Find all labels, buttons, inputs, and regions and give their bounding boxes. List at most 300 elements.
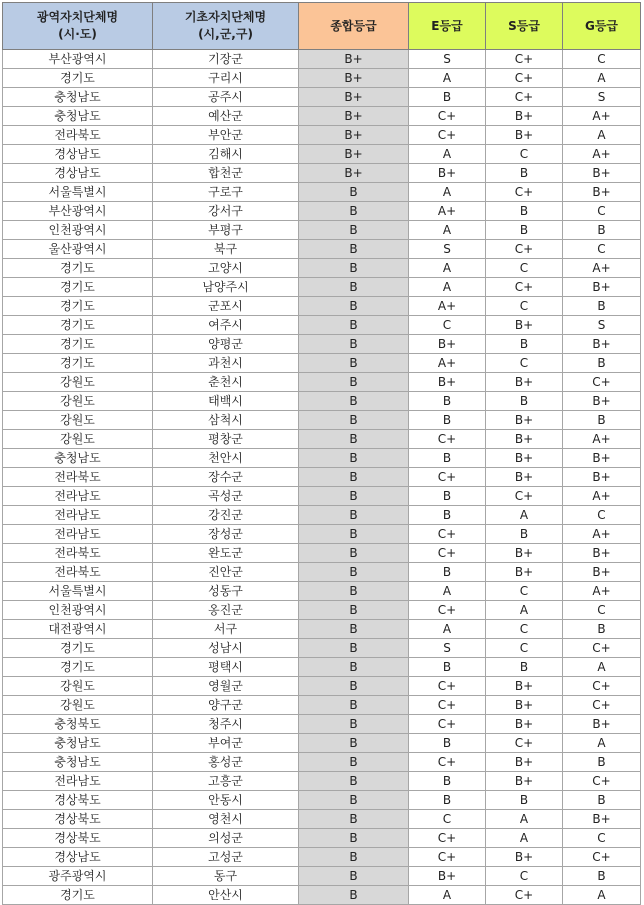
g-grade-cell: C+ xyxy=(563,373,641,392)
overall-grade-cell: B xyxy=(299,677,409,696)
g-grade-cell: C+ xyxy=(563,772,641,791)
municipality-cell: 의성군 xyxy=(153,829,299,848)
municipality-cell: 예산군 xyxy=(153,107,299,126)
overall-grade-cell: B xyxy=(299,221,409,240)
e-grade-cell: A xyxy=(409,221,486,240)
overall-grade-cell: B+ xyxy=(299,69,409,88)
overall-grade-cell: B xyxy=(299,886,409,905)
s-grade-cell: B xyxy=(486,658,563,677)
overall-grade-cell: B xyxy=(299,848,409,867)
province-cell: 강원도 xyxy=(3,430,153,449)
overall-grade-cell: B xyxy=(299,487,409,506)
table-row xyxy=(3,373,641,392)
s-grade-cell: C xyxy=(486,259,563,278)
municipality-cell: 부안군 xyxy=(153,126,299,145)
g-grade-cell: B xyxy=(563,411,641,430)
municipality-cell: 북구 xyxy=(153,240,299,259)
e-grade-cell: B xyxy=(409,791,486,810)
province-cell: 전라남도 xyxy=(3,525,153,544)
header-municipality: 기초자치단체명 (시,군,구) xyxy=(153,3,299,50)
g-grade-cell: B xyxy=(563,867,641,886)
table-row xyxy=(3,278,641,297)
province-cell: 부산광역시 xyxy=(3,202,153,221)
g-grade-cell: B xyxy=(563,297,641,316)
s-grade-cell: C+ xyxy=(486,88,563,107)
g-grade-cell: B+ xyxy=(563,335,641,354)
s-grade-cell: B+ xyxy=(486,126,563,145)
municipality-cell: 동구 xyxy=(153,867,299,886)
overall-grade-cell: B xyxy=(299,506,409,525)
overall-grade-cell: B xyxy=(299,202,409,221)
province-cell: 충청남도 xyxy=(3,449,153,468)
s-grade-cell: B+ xyxy=(486,430,563,449)
overall-grade-cell: B xyxy=(299,468,409,487)
s-grade-cell: A xyxy=(486,601,563,620)
province-cell: 경기도 xyxy=(3,639,153,658)
g-grade-cell: S xyxy=(563,316,641,335)
e-grade-cell: C+ xyxy=(409,544,486,563)
overall-grade-cell: B xyxy=(299,259,409,278)
e-grade-cell: C+ xyxy=(409,126,486,145)
table-row xyxy=(3,582,641,601)
header-s-grade: S등급 xyxy=(486,3,563,50)
province-cell: 경상남도 xyxy=(3,848,153,867)
municipality-cell: 삼척시 xyxy=(153,411,299,430)
overall-grade-cell: B xyxy=(299,525,409,544)
municipality-cell: 김해시 xyxy=(153,145,299,164)
g-grade-cell: C xyxy=(563,601,641,620)
e-grade-cell: C+ xyxy=(409,601,486,620)
municipality-cell: 안동시 xyxy=(153,791,299,810)
table-row xyxy=(3,449,641,468)
g-grade-cell: B+ xyxy=(563,810,641,829)
municipality-cell: 과천시 xyxy=(153,354,299,373)
table-row xyxy=(3,50,641,69)
s-grade-cell: A xyxy=(486,810,563,829)
table-row xyxy=(3,240,641,259)
municipality-cell: 기장군 xyxy=(153,50,299,69)
overall-grade-cell: B xyxy=(299,449,409,468)
province-cell: 경기도 xyxy=(3,658,153,677)
municipality-cell: 홍성군 xyxy=(153,753,299,772)
municipality-cell: 옹진군 xyxy=(153,601,299,620)
grade-table xyxy=(2,2,641,905)
g-grade-cell: B+ xyxy=(563,183,641,202)
table-row xyxy=(3,696,641,715)
municipality-cell: 고양시 xyxy=(153,259,299,278)
g-grade-cell: C+ xyxy=(563,848,641,867)
overall-grade-cell: B+ xyxy=(299,88,409,107)
s-grade-cell: B+ xyxy=(486,107,563,126)
g-grade-cell: A xyxy=(563,734,641,753)
province-cell: 강원도 xyxy=(3,392,153,411)
overall-grade-cell: B xyxy=(299,658,409,677)
municipality-cell: 구로구 xyxy=(153,183,299,202)
overall-grade-cell: B xyxy=(299,563,409,582)
overall-grade-cell: B xyxy=(299,639,409,658)
s-grade-cell: C+ xyxy=(486,69,563,88)
municipality-cell: 영천시 xyxy=(153,810,299,829)
e-grade-cell: B+ xyxy=(409,164,486,183)
province-cell: 경기도 xyxy=(3,316,153,335)
s-grade-cell: B+ xyxy=(486,468,563,487)
municipality-cell: 군포시 xyxy=(153,297,299,316)
s-grade-cell: C xyxy=(486,354,563,373)
s-grade-cell: B+ xyxy=(486,316,563,335)
s-grade-cell: B xyxy=(486,392,563,411)
table-row xyxy=(3,297,641,316)
municipality-cell: 남양주시 xyxy=(153,278,299,297)
overall-grade-cell: B xyxy=(299,373,409,392)
header-g-grade: G등급 xyxy=(563,3,641,50)
municipality-cell: 여주시 xyxy=(153,316,299,335)
e-grade-cell: B+ xyxy=(409,867,486,886)
e-grade-cell: B xyxy=(409,506,486,525)
municipality-cell: 구리시 xyxy=(153,69,299,88)
overall-grade-cell: B xyxy=(299,183,409,202)
table-row xyxy=(3,658,641,677)
g-grade-cell: B+ xyxy=(563,164,641,183)
e-grade-cell: C+ xyxy=(409,677,486,696)
e-grade-cell: A xyxy=(409,145,486,164)
table-row xyxy=(3,392,641,411)
table-row xyxy=(3,506,641,525)
municipality-cell: 완도군 xyxy=(153,544,299,563)
municipality-cell: 강서구 xyxy=(153,202,299,221)
e-grade-cell: B xyxy=(409,563,486,582)
municipality-cell: 부평구 xyxy=(153,221,299,240)
table-row xyxy=(3,69,641,88)
province-cell: 충청남도 xyxy=(3,88,153,107)
e-grade-cell: C+ xyxy=(409,696,486,715)
s-grade-cell: C xyxy=(486,620,563,639)
province-cell: 전라북도 xyxy=(3,544,153,563)
e-grade-cell: C+ xyxy=(409,829,486,848)
province-cell: 강원도 xyxy=(3,411,153,430)
e-grade-cell: B xyxy=(409,734,486,753)
g-grade-cell: S xyxy=(563,88,641,107)
s-grade-cell: C xyxy=(486,297,563,316)
municipality-cell: 공주시 xyxy=(153,88,299,107)
municipality-cell: 곡성군 xyxy=(153,487,299,506)
s-grade-cell: B+ xyxy=(486,696,563,715)
e-grade-cell: B xyxy=(409,392,486,411)
grade-table-container xyxy=(2,2,641,905)
province-cell: 경기도 xyxy=(3,259,153,278)
e-grade-cell: C+ xyxy=(409,753,486,772)
province-cell: 경상북도 xyxy=(3,810,153,829)
e-grade-cell: C+ xyxy=(409,468,486,487)
s-grade-cell: B+ xyxy=(486,753,563,772)
header-e-grade: E등급 xyxy=(409,3,486,50)
municipality-cell: 영월군 xyxy=(153,677,299,696)
table-row xyxy=(3,468,641,487)
table-row xyxy=(3,829,641,848)
e-grade-cell: A xyxy=(409,183,486,202)
e-grade-cell: S xyxy=(409,50,486,69)
province-cell: 광주광역시 xyxy=(3,867,153,886)
e-grade-cell: C xyxy=(409,316,486,335)
e-grade-cell: B xyxy=(409,487,486,506)
s-grade-cell: B+ xyxy=(486,848,563,867)
s-grade-cell: B+ xyxy=(486,715,563,734)
overall-grade-cell: B+ xyxy=(299,107,409,126)
g-grade-cell: B xyxy=(563,791,641,810)
table-row xyxy=(3,259,641,278)
e-grade-cell: A xyxy=(409,886,486,905)
municipality-cell: 평택시 xyxy=(153,658,299,677)
province-cell: 강원도 xyxy=(3,677,153,696)
g-grade-cell: A xyxy=(563,69,641,88)
province-cell: 전라북도 xyxy=(3,126,153,145)
g-grade-cell: A+ xyxy=(563,107,641,126)
g-grade-cell: B+ xyxy=(563,449,641,468)
overall-grade-cell: B+ xyxy=(299,145,409,164)
g-grade-cell: C+ xyxy=(563,677,641,696)
s-grade-cell: C+ xyxy=(486,240,563,259)
province-cell: 전라북도 xyxy=(3,468,153,487)
overall-grade-cell: B xyxy=(299,829,409,848)
s-grade-cell: B xyxy=(486,791,563,810)
table-row xyxy=(3,886,641,905)
province-cell: 서울특별시 xyxy=(3,582,153,601)
overall-grade-cell: B xyxy=(299,544,409,563)
table-row xyxy=(3,620,641,639)
g-grade-cell: A+ xyxy=(563,259,641,278)
table-row xyxy=(3,867,641,886)
g-grade-cell: A xyxy=(563,886,641,905)
province-cell: 강원도 xyxy=(3,696,153,715)
e-grade-cell: A xyxy=(409,69,486,88)
overall-grade-cell: B xyxy=(299,696,409,715)
municipality-cell: 양평군 xyxy=(153,335,299,354)
g-grade-cell: B+ xyxy=(563,468,641,487)
overall-grade-cell: B xyxy=(299,392,409,411)
table-row xyxy=(3,753,641,772)
s-grade-cell: B xyxy=(486,221,563,240)
table-row xyxy=(3,316,641,335)
table-row xyxy=(3,734,641,753)
e-grade-cell: B xyxy=(409,411,486,430)
province-cell: 전라북도 xyxy=(3,563,153,582)
overall-grade-cell: B xyxy=(299,335,409,354)
municipality-cell: 천안시 xyxy=(153,449,299,468)
e-grade-cell: A xyxy=(409,259,486,278)
g-grade-cell: C xyxy=(563,50,641,69)
s-grade-cell: C+ xyxy=(486,183,563,202)
overall-grade-cell: B xyxy=(299,620,409,639)
table-row xyxy=(3,145,641,164)
e-grade-cell: B+ xyxy=(409,335,486,354)
s-grade-cell: A xyxy=(486,829,563,848)
e-grade-cell: C xyxy=(409,810,486,829)
table-row xyxy=(3,126,641,145)
e-grade-cell: A xyxy=(409,582,486,601)
e-grade-cell: S xyxy=(409,639,486,658)
overall-grade-cell: B xyxy=(299,316,409,335)
e-grade-cell: A xyxy=(409,278,486,297)
table-row xyxy=(3,810,641,829)
table-row xyxy=(3,202,641,221)
municipality-cell: 진안군 xyxy=(153,563,299,582)
province-cell: 경기도 xyxy=(3,335,153,354)
g-grade-cell: B+ xyxy=(563,715,641,734)
table-row xyxy=(3,335,641,354)
table-row xyxy=(3,430,641,449)
s-grade-cell: C xyxy=(486,145,563,164)
g-grade-cell: B xyxy=(563,620,641,639)
municipality-cell: 장수군 xyxy=(153,468,299,487)
s-grade-cell: B+ xyxy=(486,544,563,563)
s-grade-cell: B+ xyxy=(486,449,563,468)
table-row xyxy=(3,183,641,202)
table-row xyxy=(3,164,641,183)
e-grade-cell: S xyxy=(409,240,486,259)
province-cell: 대전광역시 xyxy=(3,620,153,639)
s-grade-cell: B xyxy=(486,525,563,544)
province-cell: 인천광역시 xyxy=(3,601,153,620)
municipality-cell: 합천군 xyxy=(153,164,299,183)
table-row xyxy=(3,848,641,867)
g-grade-cell: A+ xyxy=(563,430,641,449)
province-cell: 충청남도 xyxy=(3,753,153,772)
g-grade-cell: A+ xyxy=(563,525,641,544)
province-cell: 인천광역시 xyxy=(3,221,153,240)
e-grade-cell: C+ xyxy=(409,107,486,126)
table-row xyxy=(3,88,641,107)
g-grade-cell: C xyxy=(563,829,641,848)
overall-grade-cell: B xyxy=(299,772,409,791)
table-row xyxy=(3,677,641,696)
s-grade-cell: C xyxy=(486,582,563,601)
e-grade-cell: B xyxy=(409,658,486,677)
g-grade-cell: A xyxy=(563,126,641,145)
table-row xyxy=(3,525,641,544)
table-row xyxy=(3,487,641,506)
municipality-cell: 부여군 xyxy=(153,734,299,753)
g-grade-cell: B xyxy=(563,753,641,772)
province-cell: 경기도 xyxy=(3,69,153,88)
g-grade-cell: A+ xyxy=(563,487,641,506)
g-grade-cell: A+ xyxy=(563,582,641,601)
e-grade-cell: C+ xyxy=(409,525,486,544)
e-grade-cell: B xyxy=(409,449,486,468)
g-grade-cell: A+ xyxy=(563,145,641,164)
overall-grade-cell: B+ xyxy=(299,126,409,145)
municipality-cell: 고흥군 xyxy=(153,772,299,791)
s-grade-cell: B+ xyxy=(486,373,563,392)
overall-grade-cell: B xyxy=(299,791,409,810)
municipality-cell: 청주시 xyxy=(153,715,299,734)
s-grade-cell: B+ xyxy=(486,411,563,430)
province-cell: 부산광역시 xyxy=(3,50,153,69)
table-row xyxy=(3,544,641,563)
table-row xyxy=(3,639,641,658)
s-grade-cell: C+ xyxy=(486,487,563,506)
g-grade-cell: C xyxy=(563,240,641,259)
table-row xyxy=(3,715,641,734)
e-grade-cell: B xyxy=(409,772,486,791)
province-cell: 경기도 xyxy=(3,354,153,373)
overall-grade-cell: B xyxy=(299,582,409,601)
overall-grade-cell: B xyxy=(299,810,409,829)
g-grade-cell: C+ xyxy=(563,696,641,715)
overall-grade-cell: B xyxy=(299,240,409,259)
table-row xyxy=(3,601,641,620)
s-grade-cell: B xyxy=(486,202,563,221)
s-grade-cell: C xyxy=(486,639,563,658)
overall-grade-cell: B xyxy=(299,867,409,886)
province-cell: 경상북도 xyxy=(3,829,153,848)
province-cell: 경상남도 xyxy=(3,164,153,183)
overall-grade-cell: B xyxy=(299,734,409,753)
e-grade-cell: A+ xyxy=(409,297,486,316)
table-row xyxy=(3,107,641,126)
g-grade-cell: B+ xyxy=(563,392,641,411)
province-cell: 경기도 xyxy=(3,297,153,316)
municipality-cell: 성동구 xyxy=(153,582,299,601)
s-grade-cell: C+ xyxy=(486,886,563,905)
g-grade-cell: C+ xyxy=(563,639,641,658)
e-grade-cell: C+ xyxy=(409,430,486,449)
table-row xyxy=(3,354,641,373)
overall-grade-cell: B+ xyxy=(299,164,409,183)
g-grade-cell: B+ xyxy=(563,544,641,563)
municipality-cell: 장성군 xyxy=(153,525,299,544)
municipality-cell: 서구 xyxy=(153,620,299,639)
table-header xyxy=(3,3,641,50)
s-grade-cell: B+ xyxy=(486,563,563,582)
e-grade-cell: A xyxy=(409,620,486,639)
g-grade-cell: C xyxy=(563,506,641,525)
overall-grade-cell: B xyxy=(299,753,409,772)
province-cell: 경상남도 xyxy=(3,145,153,164)
overall-grade-cell: B xyxy=(299,715,409,734)
overall-grade-cell: B xyxy=(299,430,409,449)
municipality-cell: 성남시 xyxy=(153,639,299,658)
province-cell: 전라남도 xyxy=(3,487,153,506)
s-grade-cell: B xyxy=(486,335,563,354)
g-grade-cell: B+ xyxy=(563,563,641,582)
table-row xyxy=(3,791,641,810)
g-grade-cell: A xyxy=(563,658,641,677)
province-cell: 전라남도 xyxy=(3,506,153,525)
s-grade-cell: B+ xyxy=(486,772,563,791)
e-grade-cell: A+ xyxy=(409,202,486,221)
municipality-cell: 춘천시 xyxy=(153,373,299,392)
s-grade-cell: C xyxy=(486,867,563,886)
s-grade-cell: C+ xyxy=(486,278,563,297)
s-grade-cell: C+ xyxy=(486,50,563,69)
municipality-cell: 고성군 xyxy=(153,848,299,867)
header-row xyxy=(3,3,641,50)
overall-grade-cell: B xyxy=(299,297,409,316)
province-cell: 경기도 xyxy=(3,278,153,297)
municipality-cell: 안산시 xyxy=(153,886,299,905)
e-grade-cell: A+ xyxy=(409,354,486,373)
municipality-cell: 양구군 xyxy=(153,696,299,715)
province-cell: 서울특별시 xyxy=(3,183,153,202)
overall-grade-cell: B+ xyxy=(299,50,409,69)
province-cell: 충청남도 xyxy=(3,734,153,753)
province-cell: 충청북도 xyxy=(3,715,153,734)
s-grade-cell: B+ xyxy=(486,677,563,696)
province-cell: 강원도 xyxy=(3,373,153,392)
g-grade-cell: C xyxy=(563,202,641,221)
overall-grade-cell: B xyxy=(299,601,409,620)
header-province: 광역자치단체명 (시·도) xyxy=(3,3,153,50)
municipality-cell: 태백시 xyxy=(153,392,299,411)
